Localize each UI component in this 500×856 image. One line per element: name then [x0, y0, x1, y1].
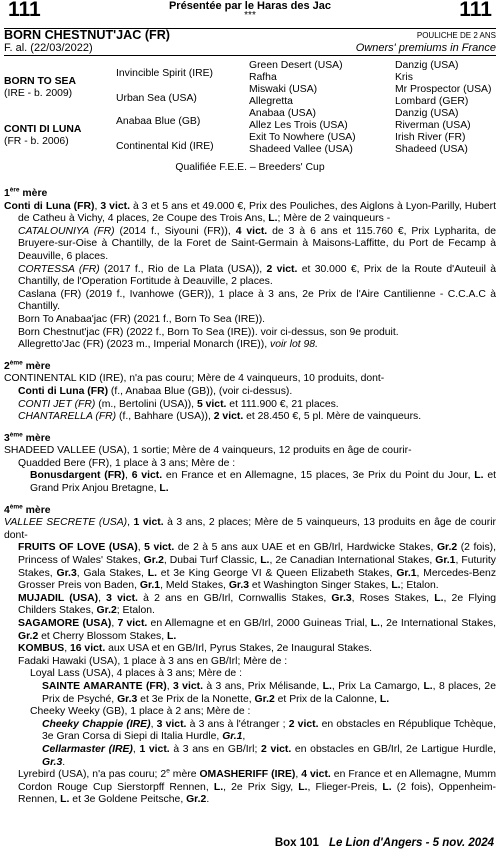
- dam-info: (FR - b. 2006): [4, 136, 69, 147]
- produce-allegretto: Allegretto'Jac (FR) (2023 m., Imperial Monarch (IRE)), voir lot 98.: [18, 339, 318, 351]
- lot-number-right: 111: [459, 0, 492, 21]
- produce-caslana: Caslana (FR) (2019 f., Ivanhowe (GER)), 1 place à 3 ans, 2e Prix de l'Aire Cantilienne - C.C.A.C à Chantilly.: [18, 288, 496, 313]
- dam-name: CONTI DI LUNA: [4, 124, 82, 135]
- produce-cortessa: CORTESSA (FR) (2017 f., Rio de La Plata (USA)), 2 vict. et 30.000 €, Prix de la Route d'Auteuil à Chantilly, de l'Operation Fortitude à Deauville, 2 places.: [18, 263, 497, 288]
- produce-bonusdargent: Bonusdargent (FR), 6 vict. en France et en Allemagne, 15 places, 3e Prix du Point du Jour, L. et Grand Prix Anjou Bretagne, L.: [30, 470, 496, 495]
- gen3-item: Shadeed Vallee (USA): [249, 144, 353, 155]
- produce-loyal-lass: Loyal Lass (USA), 4 places à 3 ans; Mère de :: [30, 668, 242, 680]
- gen4-item: Kris: [395, 72, 413, 83]
- produce-cheeky-chappie: Cheeky Chappie (IRE), 3 vict. à 3 ans à l'étranger ; 2 vict. en obstacles en République Tchèque, 3e Gran Corsa di Siepi di Italia Hurdle, Gr.1,: [42, 718, 496, 743]
- gen3-item: Green Desert (USA): [249, 60, 343, 71]
- lot-number-left: 111: [8, 0, 41, 21]
- sale-place-date: Le Lion d'Angers - 5 nov. 2024: [328, 837, 494, 850]
- produce-born-to-anabaa: Born To Anabaa'jac (FR) (2021 f., Born To Sea (IRE)).: [18, 313, 266, 325]
- identity-row: [4, 42, 496, 56]
- gen3-item: Miswaki (USA): [249, 84, 318, 95]
- gen2-item: Continental Kid (IRE): [116, 141, 214, 152]
- gen4-item: Shadeed (USA): [395, 144, 468, 155]
- produce-fadaki-hawaki: Fadaki Hawaki (USA), 1 place à 3 ans en GB/Irl; Mère de :: [18, 655, 288, 667]
- produce-quadded-bere: Quadded Bere (FR), 1 place à 3 ans; Mère de :: [18, 457, 236, 469]
- horse-category: POULICHE DE 2 ANS: [416, 31, 496, 40]
- gen4-item: Danzig (USA): [395, 108, 459, 119]
- catalogue-page: [4, 0, 496, 856]
- produce-conti-di-luna: Conti di Luna (FR) (f., Anabaa Blue (GB)), (voir ci-dessus).: [18, 385, 293, 397]
- produce-mujadil: MUJADIL (USA), 3 vict. à 2 ans en GB/Irl, Cornwallis Stakes, Gr.3, Roses Stakes, L., 2e Flying Childers Stakes, Gr.2; Etalon.: [18, 592, 497, 617]
- sire-name: BORN TO SEA: [4, 76, 76, 87]
- fourth-dam-intro: VALLEE SECRETE (USA), 1 vict. à 3 ans, 2 places; Mère de 5 vainqueurs, 13 produits en âge de courir dont-: [4, 517, 496, 541]
- dam-conti-di-luna: Conti di Luna (FR), 3 vict. à 3 et 5 ans et 49.000 €, Prix des Pouliches, des Aiglons à Lyon-Parilly, Hubert de Catheu à Vichy, 4 places, 2e Coupe des Trois Ans, L.; Mère de 2 vainqueurs -: [4, 200, 496, 225]
- gen3-item: Allez Les Trois (USA): [249, 120, 348, 131]
- gen2-item: Urban Sea (USA): [116, 93, 197, 104]
- horse-name-bar: [4, 28, 496, 42]
- horse-name: BORN CHESTNUT'JAC (FR): [4, 28, 171, 42]
- produce-born-chestnut: Born Chestnut'jac (FR) (2022 f., Born To Sea (IRE)). voir ci-dessus, son 9e produit.: [18, 326, 399, 338]
- second-dam-intro: CONTINENTAL KID (IRE), n'a pas couru; Mère de 4 vainqueurs, 10 produits, dont-: [4, 373, 385, 385]
- produce-sagamore: SAGAMORE (USA), 7 vict. en Allemagne et en GB/Irl, 2000 Guineas Trial, L., 2e International Stakes, Gr.2 et Cherry Blossom Stakes, L.: [18, 618, 496, 642]
- qualification: Qualifiée F.E.E. – Breeders' Cup: [175, 162, 325, 173]
- sire-info: (IRE - b. 2009): [4, 88, 73, 99]
- gen4-item: Mr Prospector (USA): [395, 84, 492, 95]
- gen4-item: Lombard (GER): [395, 96, 469, 107]
- pedigree: [4, 56, 496, 178]
- third-dam-intro: SHADEED VALLEE (USA), 1 sortie; Mère de 4 vainqueurs, 12 produits en âge de courir-: [4, 445, 412, 457]
- horse-identity: F. al. (22/03/2022): [4, 42, 93, 54]
- produce-conti-jet: CONTI JET (FR) (m., Bertolini (USA)), 5 vict. et 111.900 €, 21 places.: [18, 398, 339, 410]
- gen2-item: Anabaa Blue (GB): [116, 116, 201, 127]
- page-header: [4, 0, 496, 22]
- page-footer: [275, 837, 494, 850]
- produce-fruits-of-love: FRUITS OF LOVE (USA), 5 vict. de 2 à 5 ans aux UAE et en GB/Irl, Hardwicke Stakes, Gr.2 (2 fois), Princess of Wales' Stakes, Gr.2, Dubai Turf Classic, L., 2e Canadian International Stakes, Gr.1, Futurity Stakes, Gr.3, Gala Stakes, L. et 3e King George VI & Queen Elizabeth Stakes, Gr.1, Mercedes-Benz Grosser Preis von Baden, Gr.1, Meld Stakes, Gr.3 et Washington Singer Stakes, L.; Etalon.: [18, 542, 497, 592]
- produce-catalouniya: CATALOUNIYA (FR) (2014 f., Siyouni (FR)), 4 vict. de 3 à 6 ans et 115.760 €, Prix Lypharita, de Bruyere-sur-Oise à Chantilly, de la Foret de Saint-Germain à Maisons-Laffitte, du Port de Fecamp à Deauville, 6 places.: [18, 225, 497, 262]
- gen3-item: Allegretta: [249, 96, 293, 107]
- section-heading-2: 2ème mère: [4, 359, 51, 372]
- section-heading-4: 4ème mère: [4, 503, 51, 516]
- produce-lyrebird: Lyrebird (USA), n'a pas couru; 2e mère OMASHERIFF (IRE), 4 vict. en France et en Allemagne, Mumm Cordon Rouge Cup Sierstorpff Rennen, L., 2e Prix Sigy, L., Flieger-Preis, L. (2 fois), Oppenheim-Rennen, L. et 3e Goldene Peitsche, Gr.2.: [18, 767, 496, 806]
- gen3-item: Anabaa (USA): [249, 108, 316, 119]
- box-number: Box 101: [274, 837, 319, 850]
- produce-kombus: KOMBUS, 16 vict. aux USA et en GB/Irl, Pyrus Stakes, 2e Inaugural Stakes.: [18, 643, 373, 655]
- gen4-item: Riverman (USA): [395, 120, 471, 131]
- produce-sainte-amarante: SAINTE AMARANTE (FR), 3 vict. à 3 ans, Prix Mélisande, L., Prix La Camargo, L., 8 places, 2e Prix de Psyché, Gr.3 et 3e Prix de la Nonette, Gr.2 et Prix de la Calonne, L.: [42, 680, 496, 705]
- gen3-item: Rafha: [249, 72, 277, 83]
- produce-cheeky-weeky: Cheeky Weeky (GB), 1 place à 2 ans; Mère de :: [30, 706, 251, 718]
- owners-premiums: Owners' premiums in France: [355, 42, 496, 54]
- gen4-item: Irish River (FR): [395, 132, 466, 143]
- stars: ***: [244, 10, 256, 21]
- produce-chantarella: CHANTARELLA (FR) (f., Bahhare (USA)), 2 vict. et 28.450 €, 5 pl. Mère de vainqueurs.: [18, 411, 422, 423]
- gen4-item: Danzig (USA): [395, 60, 459, 71]
- section-heading-1: 1ère mère: [4, 186, 48, 199]
- section-heading-3: 3ème mère: [4, 431, 51, 444]
- gen3-item: Exit To Nowhere (USA): [249, 132, 356, 143]
- presented-by: Présentée par le Haras des Jac: [168, 0, 332, 12]
- gen2-item: Invincible Spirit (IRE): [116, 68, 214, 79]
- produce-cellarmaster: Cellarmaster (IRE), 1 vict. à 3 ans en GB/Irl; 2 vict. en obstacles en GB/Irl, 2e Lartigue Hurdle, Gr.3.: [42, 743, 496, 768]
